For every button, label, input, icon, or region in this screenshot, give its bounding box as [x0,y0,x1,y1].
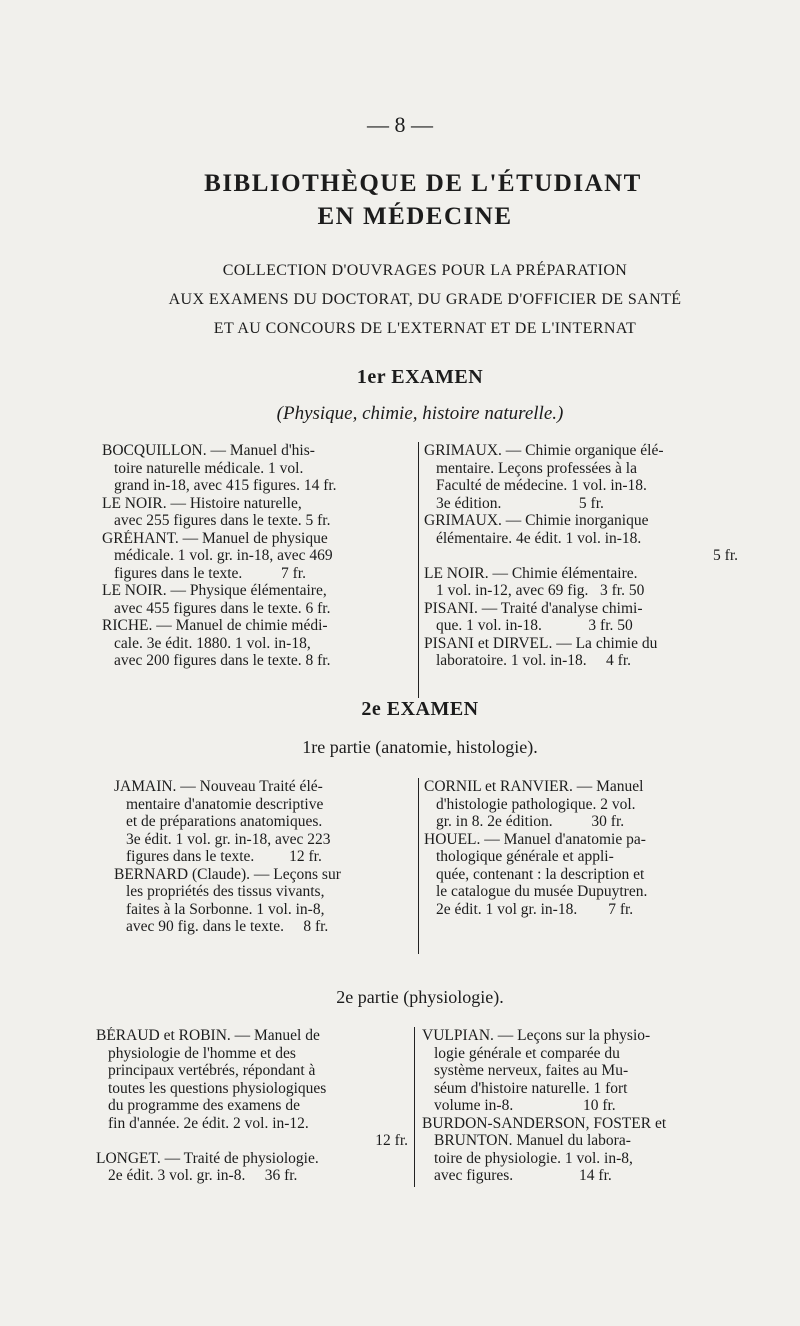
entry-line: toutes les questions physiologiques [108,1079,327,1097]
book-entry [424,600,738,635]
entry-line: 1 vol. in-12, avec 69 fig. 3 fr. 50 [436,582,645,599]
entry-line: avec 255 figures dans le texte. 5 fr. [114,512,331,529]
entry-line: 12 fr. [375,1132,408,1149]
entry-line: système nerveux, faites au Mu- [434,1062,629,1079]
entry-line: GRIMAUX. — Chimie organique élé- [424,442,664,459]
entry-line: BERNARD (Claude). — Leçons sur [114,865,341,883]
book-entry [102,530,412,583]
entry-line: toire naturelle médicale. 1 vol. [114,459,304,477]
book-entry [114,778,414,866]
entry-line: séum d'histoire naturelle. 1 fort [434,1079,628,1097]
entry-line: VULPIAN. — Leçons sur la physio- [422,1027,651,1044]
entry-line: le catalogue du musée Dupuytren. [436,883,648,900]
entry-line: GRIMAUX. — Chimie inorganique [424,512,649,529]
entry-line: laboratoire. 1 vol. in-18. 4 fr. [436,652,631,669]
collection-line-1: COLLECTION D'OUVRAGES POUR LA PRÉPARATION [222,262,628,279]
entry-line: LE NOIR. — Physique élémentaire, [102,582,327,599]
entry-line: quée, contenant : la description et [436,865,645,883]
entry-line: et de préparations anatomiques. [126,813,323,830]
book-entry [114,866,414,936]
column-divider [418,778,419,954]
column-divider [418,442,419,698]
entry-line: PISANI. — Traité d'analyse chimi- [424,599,643,617]
entry-line: CORNIL et RANVIER. — Manuel [424,778,644,795]
entry-line: BÉRAUD et ROBIN. — Manuel de [96,1027,320,1044]
entry-line: LONGET. — Traité de physiologie. [96,1149,319,1167]
entry-line: 2e édit. 3 vol. gr. in-8. 36 fr. [108,1167,298,1184]
exam2-part1-right-column [424,778,738,918]
entry-line: thologique générale et appli- [436,848,614,865]
book-entry [102,495,412,530]
exam2-part2-left-column [96,1027,408,1185]
entry-line: les propriétés des tissus vivants, [126,883,325,900]
collection-line-2: AUX EXAMENS DU DOCTORAT, DU GRADE D'OFFICIER DE SANTÉ [168,291,682,308]
entry-line: LE NOIR. — Chimie élémentaire. [424,564,638,582]
entry-line: que. 1 vol. in-18. 3 fr. 50 [436,617,633,634]
entry-line: PISANI et DIRVEL. — La chimie du [424,634,658,652]
entry-line: 3e édit. 1 vol. gr. in-18, avec 223 [126,830,331,848]
book-entry [422,1027,738,1115]
entry-line: toire de physiologie. 1 vol. in-8, [434,1149,633,1167]
entry-line: 3e édition. 5 fr. [436,494,604,512]
entry-line: BRUNTON. Manuel du labora- [434,1132,631,1149]
book-entry [96,1027,408,1150]
entry-line: volume in-8. 10 fr. [434,1097,616,1114]
entry-line: Faculté de médecine. 1 vol. in-18. [436,477,647,494]
exam1-heading: 1er EXAMEN [356,366,484,388]
book-entry [424,512,738,565]
exam1-subtitle: (Physique, chimie, histoire naturelle.) [276,403,564,424]
book-entry [102,617,412,670]
exam2-part2-heading: 2e partie (physiologie). [336,987,504,1007]
entry-line: LE NOIR. — Histoire naturelle, [102,494,302,512]
entry-line: physiologie de l'homme et des [108,1044,296,1062]
entry-line: mentaire. Leçons professées à la [436,459,637,477]
entry-line: BOCQUILLON. — Manuel d'his- [102,442,315,459]
exam2-part2-right-column [422,1027,738,1185]
book-entry [424,831,738,919]
page-title: BIBLIOTHÈQUE DE L'ÉTUDIANT [204,170,642,197]
entry-line: BURDON-SANDERSON, FOSTER et [422,1114,667,1132]
entry-line: d'histologie pathologique. 2 vol. [436,795,636,813]
entry-line: grand in-18, avec 415 figures. 14 fr. [114,477,337,494]
book-entry [424,442,738,512]
exam2-heading: 2e EXAMEN [361,698,479,720]
book-entry [102,442,412,495]
entry-line: HOUEL. — Manuel d'anatomie pa- [424,830,646,848]
entry-line: médicale. 1 vol. gr. in-18, avec 469 [114,547,333,564]
entry-line: cale. 3e édit. 1880. 1 vol. in-18, [114,634,311,652]
book-entry [424,565,738,600]
page-subtitle: EN MÉDECINE [317,203,513,230]
entry-line: principaux vertébrés, répondant à [108,1062,316,1079]
entry-line: 2e édit. 1 vol gr. in-18. 7 fr. [436,900,634,918]
entry-line: RICHE. — Manuel de chimie médi- [102,617,328,634]
exam2-part1-heading: 1re partie (anatomie, histologie). [302,737,538,757]
entry-line: avec 90 fig. dans le texte. 8 fr. [126,918,329,935]
exam1-left-column [102,442,412,670]
entry-line: gr. in 8. 2e édition. 30 fr. [436,813,625,830]
entry-line: logie générale et comparée du [434,1044,620,1062]
exam1-right-column [424,442,738,670]
column-divider [414,1027,415,1187]
book-entry [424,778,738,831]
entry-line: du programme des examens de [108,1097,300,1114]
collection-line-3: ET AU CONCOURS DE L'EXTERNAT ET DE L'INTERNAT [213,320,637,337]
entry-line: élémentaire. 4e édit. 1 vol. in-18. [436,529,642,547]
exam2-part1-left-column [114,778,414,936]
entry-line: 5 fr. [713,547,738,564]
entry-line: JAMAIN. — Nouveau Traité élé- [114,778,323,795]
entry-line: mentaire d'anatomie descriptive [126,795,324,813]
book-entry [102,582,412,617]
entry-line: GRÉHANT. — Manuel de physique [102,529,328,547]
book-entry [422,1115,738,1185]
book-entry [424,635,738,670]
entry-line: fin d'année. 2e édit. 2 vol. in-12. [108,1114,309,1132]
entry-line: avec figures. 14 fr. [434,1167,612,1184]
entry-line: faites à la Sorbonne. 1 vol. in-8, [126,900,325,918]
entry-line: figures dans le texte. 12 fr. [126,848,322,865]
entry-line: avec 455 figures dans le texte. 6 fr. [114,599,331,617]
page-number: — 8 — [367,112,433,137]
entry-line: avec 200 figures dans le texte. 8 fr. [114,652,331,669]
entry-line: figures dans le texte. 7 fr. [114,564,306,582]
book-entry [96,1150,408,1185]
